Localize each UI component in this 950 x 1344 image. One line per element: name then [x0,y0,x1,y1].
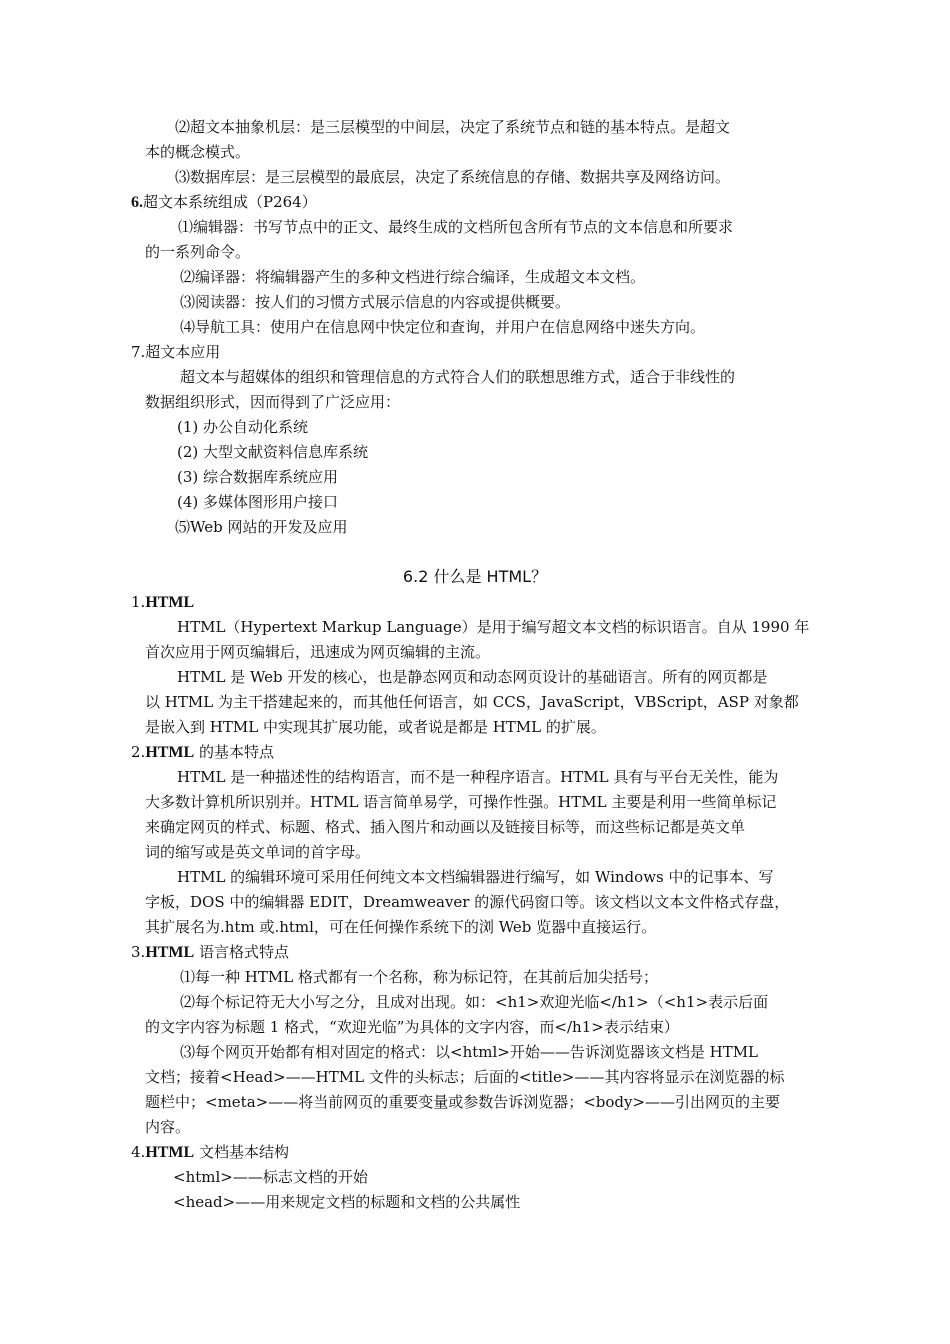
html-core-line1: HTML 是 Web 开发的核心，也是静态网页和动态网页设计的基础语言。所有的网页都是 [177,668,768,686]
format-item-3-line4: 内容。 [145,1118,191,1136]
model-layer-3: ⑶数据库层：是三层模型的最底层，决定了系统信息的存储、数据共享及网络访问。 [175,168,731,186]
application-item-5: ⑸Web 网站的开发及应用 [175,518,348,536]
heading-1 [131,590,194,615]
heading-6-text: 超文本系统组成（P264） [143,193,317,211]
heading-6 [131,190,317,215]
application-item-3: (3) 综合数据库系统应用 [177,468,339,486]
component-navigation: ⑷导航工具：使用户在信息网中快定位和查询，并用户在信息网络中迷失方向。 [180,318,706,336]
applications-intro-line2: 数据组织形式，因而得到了广泛应用： [145,393,401,411]
heading-2 [131,740,274,765]
heading-6-number: 6. [131,194,143,211]
heading-4-number: 4. [131,1143,146,1161]
format-item-3-line3: 题栏中；<meta>——将当前网页的重要变量或参数告诉浏览器；<body>——引出网页的主要 [145,1093,781,1111]
component-compiler: ⑵编译器：将编辑器产生的多种文档进行综合编译，生成超文本文档。 [180,268,646,286]
features-p1-line2: 大多数计算机所识别并。HTML 语言简单易学，可操作性强。HTML 主要是利用一些简单标记 [145,793,777,811]
application-item-4: (4) 多媒体图形用户接口 [177,493,339,511]
heading-3-text: 语言格式特点 [194,943,289,961]
model-layer-2-line2: 本的概念模式。 [145,143,251,161]
heading-2-keyword: HTML [145,744,195,761]
html-core-line3: 是嵌入到 HTML 中实现其扩展功能，或者说是都是 HTML 的扩展。 [145,718,606,736]
heading-4 [131,1140,289,1165]
features-p2-line3: 其扩展名为.htm 或.html，可在任何操作系统下的浏 Web 览器中直接运行。 [145,918,657,936]
format-item-2-line1: ⑵每个标记符无大小写之分，且成对出现。如：<h1>欢迎光临</h1>（<h1>表示后面 [180,993,769,1011]
structure-head-tag: <head>——用来规定文档的标题和文档的公共属性 [173,1193,521,1211]
heading-3 [131,940,289,965]
structure-html-tag: <html>——标志文档的开始 [173,1168,368,1186]
html-intro-line1: HTML（Hypertext Markup Language）是用于编写超文本文档的标识语言。自从 1990 年 [177,618,810,636]
heading-1-title: HTML [145,594,195,611]
heading-3-number: 3. [131,943,146,961]
format-item-1: ⑴每一种 HTML 格式都有一个名称，称为标记符，在其前后加尖括号； [180,968,658,986]
application-item-2: (2) 大型文献资料信息库系统 [177,443,369,461]
heading-3-keyword: HTML [145,944,195,961]
html-core-line2: 以 HTML 为主干搭建起来的，而其他任何语言，如 CCS，JavaScript，VBScript，ASP 对象都 [145,693,799,711]
features-p2-line2: 字板，DOS 中的编辑器 EDIT，Dreamweaver 的源代码窗口等。该文档以文本文件格式存盘， [145,893,790,911]
features-p2-line1: HTML 的编辑环境可采用任何纯文本文档编辑器进行编写，如 Windows 中的记事本、写 [177,868,774,886]
format-item-2-line2: 的文字内容为标题 1 格式，“欢迎光临”为具体的文字内容，而</h1>表示结束） [145,1018,679,1036]
component-editor-line2: 的一系列命令。 [145,243,251,261]
heading-4-text: 文档基本结构 [194,1143,289,1161]
features-p1-line4: 词的缩写或是英文单词的首字母。 [145,843,371,861]
section-title: 6.2 什么是 HTML？ [402,567,548,586]
format-item-3-line1: ⑶每个网页开始都有相对固定的格式：以<html>开始——告诉浏览器该文档是 HTML [180,1043,759,1061]
features-p1-line1: HTML 是一种描述性的结构语言，而不是一种程序语言。HTML 具有与平台无关性，能为 [177,768,779,786]
component-reader: ⑶阅读器：按人们的习惯方式展示信息的内容或提供概要。 [180,293,571,311]
html-intro-line2: 首次应用于网页编辑后，迅速成为网页编辑的主流。 [145,643,491,661]
heading-2-text: 的基本特点 [194,743,274,761]
heading-2-number: 2. [131,743,146,761]
model-layer-2-line1: ⑵超文本抽象机层：是三层模型的中间层，决定了系统节点和链的基本特点。是超文 [175,118,731,136]
applications-intro-line1: 超文本与超媒体的组织和管理信息的方式符合人们的联想思维方式，适合于非线性的 [180,368,736,386]
heading-4-keyword: HTML [145,1144,195,1161]
heading-7: 7.超文本应用 [131,343,221,361]
heading-1-number: 1. [131,593,146,611]
application-item-1: (1) 办公自动化系统 [177,418,309,436]
format-item-3-line2: 文档；接着<Head>——HTML 文件的头标志；后面的<title>——其内容将显示在浏览器的标 [145,1068,785,1086]
features-p1-line3: 来确定网页的样式、标题、格式、插入图片和动画以及链接目标等，而这些标记都是英文单 [145,818,746,836]
component-editor-line1: ⑴编辑器：书写节点中的正文、最终生成的文档所包含所有节点的文本信息和所要求 [178,218,734,236]
